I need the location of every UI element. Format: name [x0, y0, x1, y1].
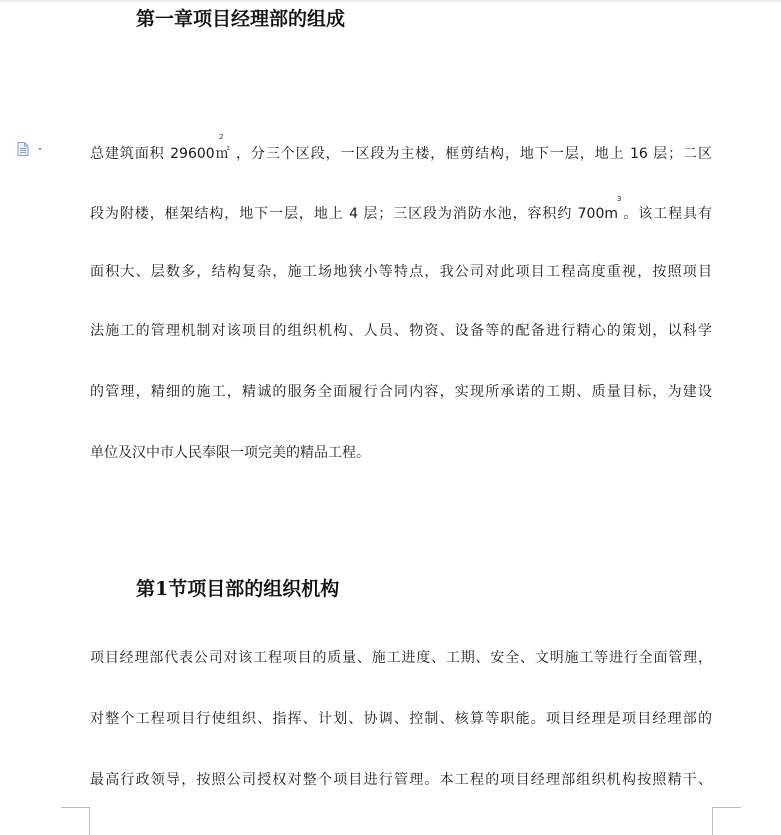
paragraph1-line: 总建筑面积 29600㎡ ，分三个区段，一区段为主楼，框剪结构，地下一层，地上 16 层；二区 — [90, 146, 712, 162]
section-title: 第1节项目部的组织机构 — [136, 578, 340, 600]
paragraph2-line: 对整个工程项目行使组织、指挥、计划、协调、控制、核算等职能。项目经理是项目经理部的 — [90, 711, 712, 727]
page-top-edge — [0, 0, 781, 3]
paragraph1-line: 的管理，精细的施工，精诚的服务全面履行合同内容，实现所承诺的工期、质量目标，为建设 — [90, 384, 712, 400]
superscript-volume: 3 — [617, 195, 622, 203]
paragraph1-line: 法施工的管理机制对该项目的组织机构、人员、物资、设备等的配备进行精心的策划，以科学 — [90, 323, 712, 339]
document-icon[interactable] — [17, 141, 43, 155]
paragraph1-line: 面积大、层数多，结构复杂，施工场地狭小等特点，我公司对此项目工程高度重视，按照项目 — [90, 264, 712, 280]
paragraph2-line: 最高行政领导，按照公司授权对整个项目进行管理。本工程的项目经理部组织机构按照精干、 — [90, 772, 712, 788]
superscript-area: 2 — [219, 133, 224, 141]
paragraph1-line: 段为附楼，框架结构，地下一层，地上 4 层；三区段为消防水池，容积约 700m 。该工程具有 — [90, 206, 712, 222]
paragraph1-line: 单位及汉中市人民奉限一项完美的精品工程。 — [90, 445, 370, 461]
page-corner-mark-left — [61, 807, 90, 835]
chapter-title: 第一章项目经理部的组成 — [136, 8, 346, 30]
page-corner-mark-right — [712, 807, 741, 835]
paragraph2-line: 项目经理部代表公司对该工程项目的质量、施工进度、工期、安全、文明施工等进行全面管理， — [90, 650, 712, 666]
